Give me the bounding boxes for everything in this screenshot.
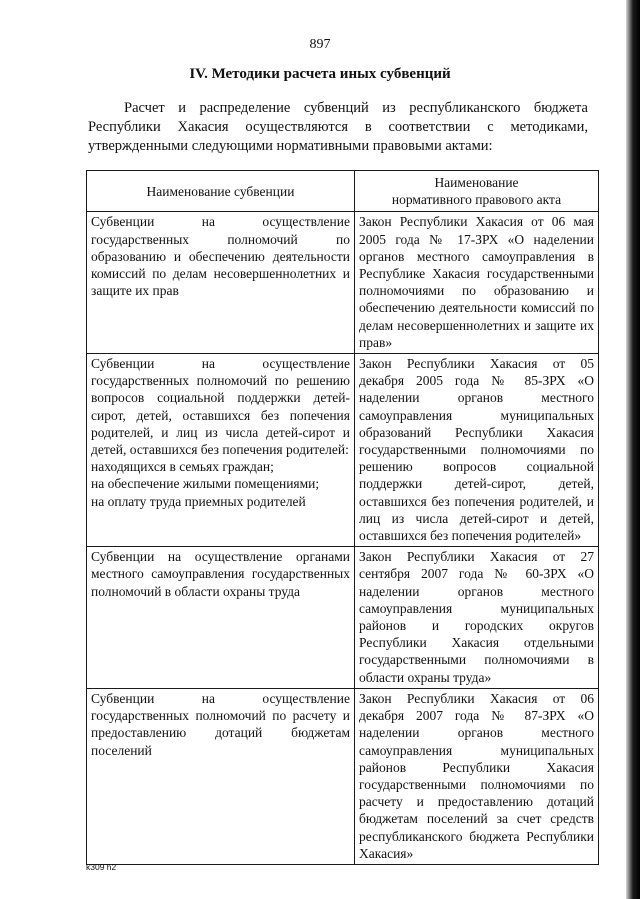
table-row [87, 688, 599, 864]
table-row [87, 354, 599, 547]
subsidy-item: на обеспечение жилыми помещениями; [91, 476, 320, 492]
subsidy-cell: Субвенции на осуществление государственных полномочий по расчету и предоставлению дотаций бюджетам поселений [87, 688, 355, 864]
section-heading: IV. Методики расчета иных субвенций [189, 66, 451, 82]
intro-paragraph: Расчет и распределение субвенций из республиканского бюджета Республики Хакасия осуществляются в соответствии с методиками, утвержденными следующими нормативными правовыми актами: [88, 100, 588, 154]
legal-act-cell: Закон Республики Хакасия от 27 сентября 2007 года № 60-ЗРХ «О наделении органов местного самоуправления муниципальных районов и городских округов Республики Хакасия отдельными государственными полномочиями в области охраны труда» [355, 547, 599, 689]
subsidies-table [86, 170, 599, 865]
legal-act-cell: Закон Республики Хакасия от 06 декабря 2007 года № 87-ЗРХ «О наделении органов местного самоуправления муниципальных районов Республики Хакасия государственными полномочиями по расчету и предоставлению дотаций бюджетам поселений за счет средств республиканского бюджета Республики Хакасия» [355, 688, 599, 864]
header-subsidy-name: Наименование субвенции [87, 171, 355, 212]
scan-edge-shadow [626, 0, 640, 899]
header-legal-act [355, 171, 599, 212]
table-row [87, 547, 599, 689]
table-row [87, 212, 599, 354]
subsidy-item: находящихся в семьях граждан; [91, 459, 274, 475]
page-number: 897 [309, 37, 331, 52]
subsidy-cell: Субвенции на осуществление органами местного самоуправления государственных полномочий в области охраны труда [87, 547, 355, 689]
legal-act-cell: Закон Республики Хакасия от 06 мая 2005 года № 17-ЗРХ «О наделении органов местного самоуправления в Республике Хакасия государственными полномочиями по образованию и обеспечению деятельности комиссий по делам несовершеннолетних и защите их прав» [355, 212, 599, 354]
footer-code: k309 h2 [86, 862, 117, 872]
subsidy-item: на оплату труда приемных родителей [91, 493, 306, 509]
subsidy-cell [87, 354, 355, 547]
legal-act-cell: Закон Республики Хакасия от 05 декабря 2005 года № 85-ЗРХ «О наделении органов местного самоуправления муниципальных образований Республики Хакасия государственными полномочиями по решению вопросов социальной поддержки детей-сирот, детей, оставшихся без попечения родителей, и лиц из числа детей-сирот и детей, оставшихся без попечения родителей» [355, 354, 599, 547]
subsidy-cell: Субвенции на осуществление государственных полномочий по образованию и обеспечению деятельности комиссий по делам несовершеннолетних и защите их прав [87, 212, 355, 354]
header-legal-act-line2: нормативного правового акта [391, 192, 562, 208]
table-header-row [87, 171, 599, 212]
header-legal-act-line1: Наименование [434, 175, 519, 190]
subsidy-text: Субвенции на осуществление государственных полномочий по решению вопросов социальной поддержки детей-сирот, детей, оставшихся без попечения родителей, и лиц из числа детей-сирот и детей, оставшихся без попечения родителей: [91, 356, 350, 458]
